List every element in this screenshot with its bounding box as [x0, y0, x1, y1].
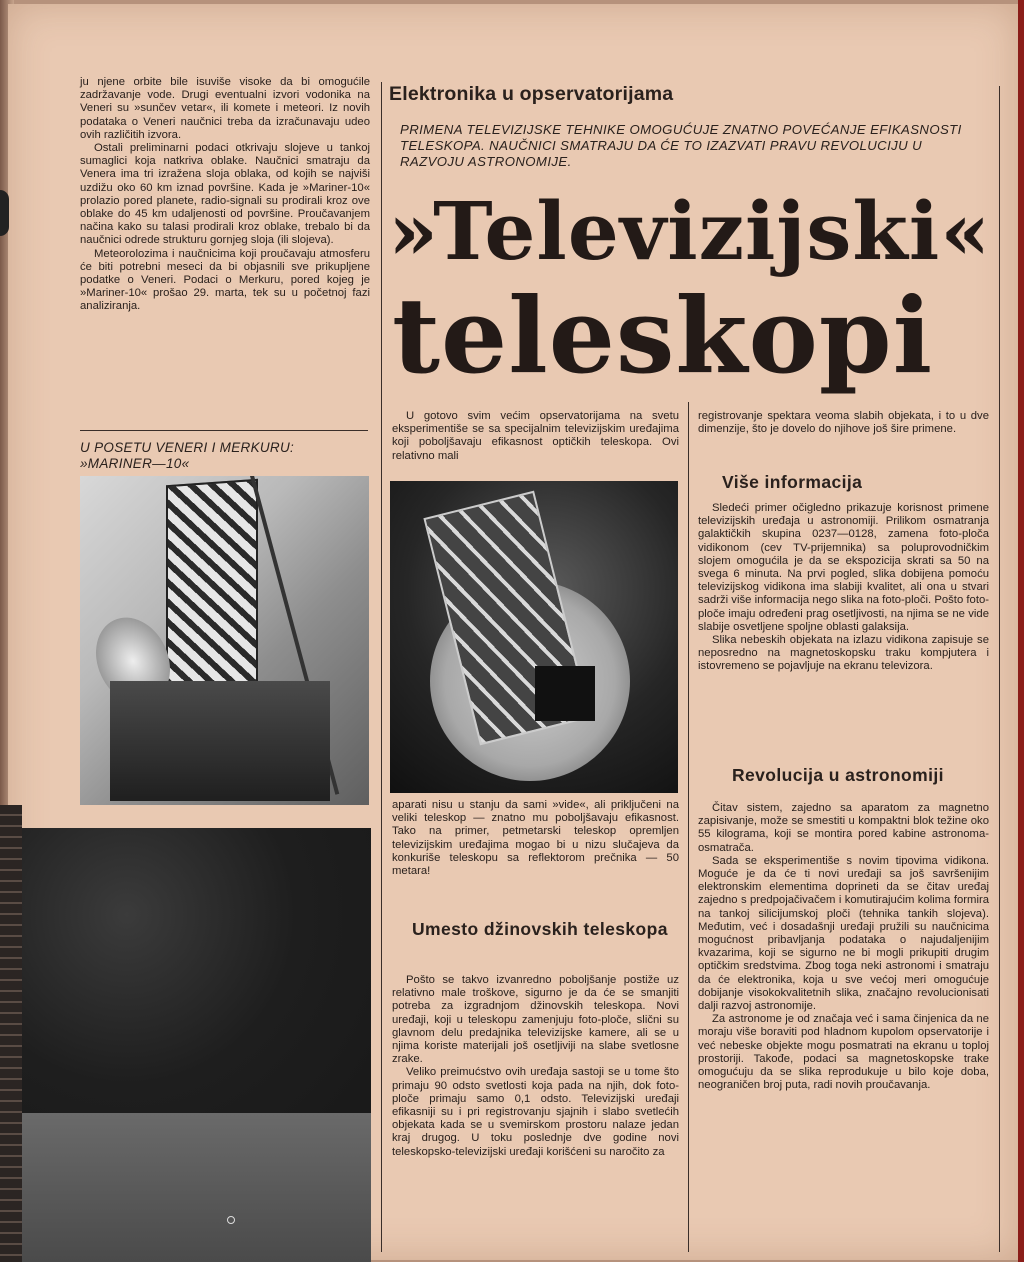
body-paragraph: registrovanje spektara veoma slabih objekata, i to u dve dimenzije, što je dovelo do njihove još šire primene.: [698, 410, 989, 436]
telescope-photo: [390, 481, 678, 793]
right-column-intro: [698, 410, 989, 436]
column-divider: [80, 430, 368, 431]
middle-column-intro: [392, 410, 679, 463]
left-column-text: [80, 76, 370, 314]
headline-line-2: teleskopi: [392, 274, 934, 397]
caption-line: U POSETU VENERI I MERKURU:: [80, 440, 295, 455]
surface-photo: [22, 828, 371, 1262]
solar-panel-shape: [166, 479, 258, 699]
left-paragraph: Meteorolozima i naučnicima koji proučavaju atmosferu će biti potrebni meseci da bi objasnili sve prikupljene podatke o Veneri. Podaci o Merkuru, pored kojeg je »Mariner-10« prošao 29. marta, tek su u početnoj fazi analiziranja.: [80, 247, 370, 313]
left-paragraph: Ostali preliminarni podaci otkrivaju slojeve u tankoj sumaglici koja natkriva oblake. Naučnici smatraju da Venera ima tri izražena sloja oblaka, od kojih se najviši uzdižu oko 60 km iznad površine. Kada je »Mariner-10« prolazio pored planete, radio-signali su prodirali kroz ove oblake do 45 km udaljenosti od površine. Proučavanjem načina kako su talasi prodirali kroz oblake, trebalo bi da naučnici odrede strukturu gornjeg sloja (ili slojeva).: [80, 142, 370, 247]
middle-column-body: [392, 974, 679, 1159]
article-deck: PRIMENA TELEVIZIJSKE TEHNIKE OMOGUĆUJE ZNATNO POVEĆANJE EFIKASNOSTI TELESKOPA. NAUČNICI SMATRAJU DA ĆE TO IZAZVATI PRAVU REVOLUCIJU U RAZVOJU ASTRONOMIJE.: [400, 122, 962, 169]
subheading-umesto: Umesto džinovskih teleskopa: [412, 919, 668, 939]
mariner-photo: [80, 476, 369, 805]
right-column-body: [698, 802, 989, 1092]
cover-edge: [1018, 0, 1024, 1262]
photo-speck: [227, 1216, 235, 1224]
body-paragraph: U gotovo svim većim opservatorijama na svetu eksperimentiše se sa specijalnim televizijskim uređajima koji poboljšavaju efikasnost optičkih teleskopa. Ovi relativno mali: [392, 410, 679, 462]
body-paragraph: Slika nebeskih objekata na izlazu vidikona zapisuje se neposredno na magnetoskopsku traku kompjutera i istovremeno se pojavljuje na ekranu televizora.: [698, 634, 989, 673]
body-paragraph: aparati nisu u stanju da sami »vide«, ali priključeni na veliki teleskop — znatno mu poboljšavaju efikasnost. Tako na primer, petmetarski teleskop opremljen televizijskim uređajima mogao bi u nizu slučajeva da konkuriše teleskopu sa reflektorom prečnika — 50 metara!: [392, 799, 679, 878]
headline-line-1: »Televizijski«: [388, 184, 992, 278]
middle-column-continued: [392, 799, 679, 878]
body-paragraph: Čitav sistem, zajedno sa aparatom za magnetno zapisivanje, može se smestiti u kompaktni blok težine oko 55 kilograma, koji se montira pored kabine astronoma-osmatrača.: [698, 802, 989, 854]
photo-caption: [80, 440, 370, 472]
left-paragraph: ju njene orbite bile isuviše visoke da bi omogućile zadržavanje vode. Drugi eventualni izvori vodonika na Veneri su »sunčev vetar«, ili komete i meteori. Iz novih podataka o Veneri naučnici treba da izračunavaju udeo ovih različitih izvora.: [80, 76, 370, 141]
body-paragraph: Sada se eksperimentiše s novim tipovima vidikona. Moguće je da će ti novi uređaji sa još savršenijim elektronskim elementima doprineti da se čitav uređaj zajedno s predpojačivačem i komutirajućim kolima formira na tankoj silicijumskoj ploči (tehnika tankih slojeva). Međutim, već i dosadašnji uređaji pružili su naučnicima mogućnost pribavljanja podataka o najudaljenijim kvazarima, koji se sigurno ne bi mogli prikupiti drugim optičkim sredstvima. Zbog toga neki astronomi i smatraju da će elektronika, koja u sve većoj meri omogućuje dobijanje visokokvalitetnih slika, značajno revolucionisati dalji razvoj astronomije.: [698, 854, 989, 1013]
page-tab-mark: [0, 190, 9, 236]
subheading-revolucija: Revolucija u astronomiji: [732, 765, 944, 785]
binding-strip: [0, 805, 22, 1262]
body-paragraph: Za astronome je od značaja već i sama činjenica da ne moraju više boraviti pod hladnom kupolom opservatorije i već nebeske objekte mogu posmatrati na ekranu u toplој prostoriji. Takođe, podaci sa magnetoskopske trake omogućuju da se slika reprodukuje u bilo koje doba, neograničen broj puta, radi novih proučavanja.: [698, 1013, 989, 1092]
article-kicker: Elektronika u opservatorijama: [389, 83, 674, 105]
caption-line: »MARINER—10«: [80, 456, 190, 471]
telescope-box-shape: [535, 666, 595, 721]
column-rule: [999, 86, 1000, 1252]
body-paragraph: Veliko preimućstvo ovih uređaja sastoji se u tome što primaju 90 odsto svetlosti koja pada na njih, dok foto-ploče primaju samo 0,1 odsto. Televizijski uređaji efikasniji su i pri registrovanju sjajnih i slabo svetlećih objekata kada se u svemirskom prostoru nalaze jedan kraj drugog. U toku poslednje dve godine novi teleskopsko-televizijski uređaji korišćeni su naročito za: [392, 1066, 679, 1158]
spacecraft-base-shape: [110, 681, 330, 801]
body-paragraph: Pošto se takvo izvanredno poboljšanje postiže uz relativno male troškove, sigurno je da će se smanjiti potreba za izgradnjom džinovskih teleskopa. Novi uređaji, koji u teleskopu zamenjuju foto-ploče, slični su glavnom delu predajnika televizijske kamere, ali se u njima koriste materijali još osetljiviji na slabe svetlosne zrake.: [392, 974, 679, 1066]
column-rule: [381, 82, 382, 1252]
right-column-mid: [698, 502, 989, 674]
subheading-vise: Više informacija: [722, 472, 863, 492]
body-paragraph: Sledeći primer očigledno prikazuje korisnost primene televizijskih uređaja u astronomiji. Prilikom osmatranja galaktičkih skupina 0237—0128, zamena foto-ploča vidikonom (cev TV-prijemnika) sa poluprovodničkim slojem omogućila je da se ekspozicija skrati sa 50 na svega 6 minuta. Na prvi pogled, slika dobijena pomoću televizijskog vidikona ima slabiji kvalitet, ali ona u stvari sadrži više informacija nego slika na foto-ploči. Pošto foto-ploče imaju određeni prag osetljivosti, na njima se ne vide slabije osvetljene spoljne oblasti galaksija.: [698, 502, 989, 633]
photo-lower-band: [22, 1113, 371, 1262]
column-rule: [688, 402, 689, 1252]
